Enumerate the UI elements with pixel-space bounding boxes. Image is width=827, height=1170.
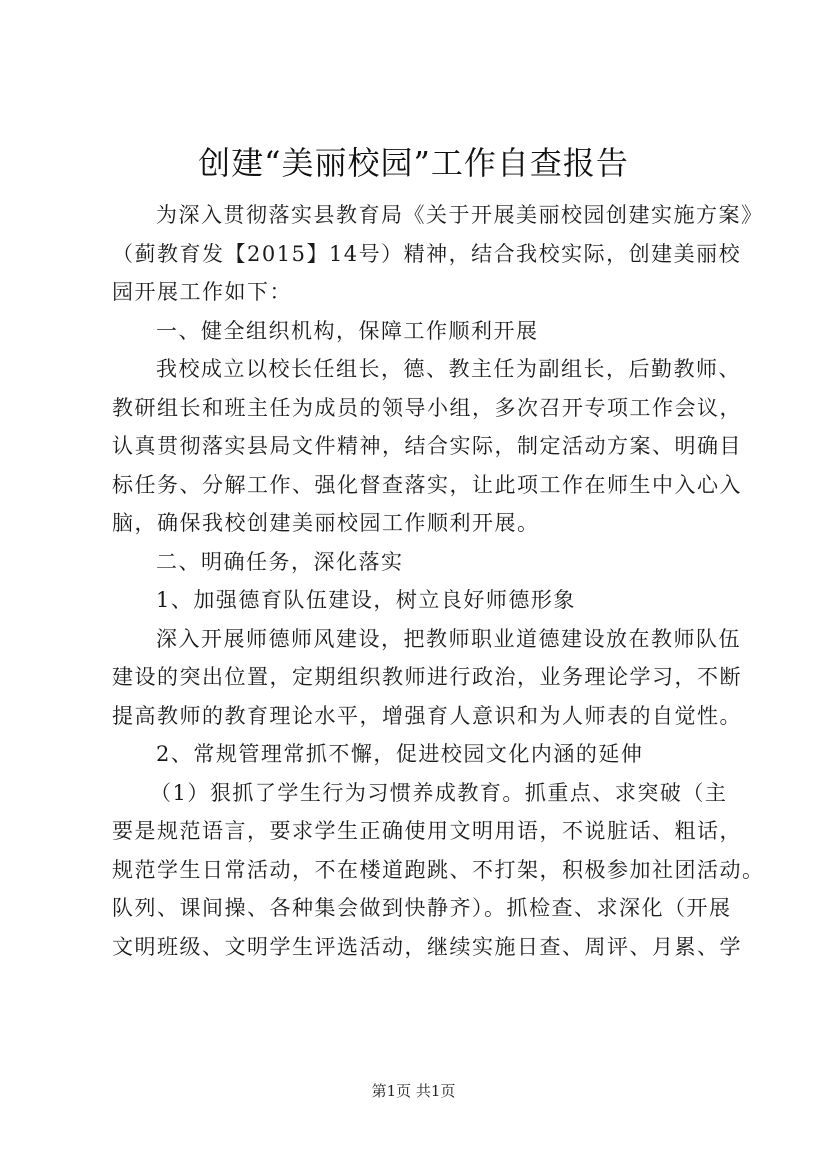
paragraph-line: 提高教师的教育理论水平，增强育人意识和为人师表的自觉性。 <box>112 703 742 728</box>
paragraph-line: 深入开展师德师风建设，把教师职业道德建设放在教师队伍 <box>156 626 741 651</box>
paragraph-line: 认真贯彻落实县局文件精神，结合实际，制定活动方案、明确目 <box>112 434 742 458</box>
paragraph-line: 队列、课间操、各种集会做到快静齐）。抓检查、求深化（开展 <box>112 896 732 920</box>
paragraph-line: 建设的突出位置，定期组织教师进行政治，业务理论学习，不断 <box>112 665 742 689</box>
subsection-heading: 2、常规管理常抓不懈，促进校园文化内涵的延伸 <box>156 742 644 766</box>
paragraph-line: 我校成立以校长任组长，德、教主任为副组长，后勤教师、 <box>156 357 741 381</box>
section-heading: 二、明确任务，深化落实 <box>156 549 404 574</box>
subsection-heading: 1、加强德育队伍建设，树立良好师德形象 <box>156 588 576 612</box>
paragraph-line: 标任务、分解工作、强化督查落实，让此项工作在师生中入心入 <box>112 472 742 497</box>
page-footer: 第1页 共1页 <box>371 1082 456 1100</box>
paragraph-line: 脑，确保我校创建美丽校园工作顺利开展。 <box>112 511 540 535</box>
paragraph-line: （1）狠抓了学生行为习惯养成教育。抓重点、求突破（主 <box>150 780 728 805</box>
section-heading: 一、健全组织机构，保障工作顺利开展 <box>156 318 539 343</box>
document-title: 创建“美丽校园”工作自查报告 <box>198 144 629 182</box>
paragraph-line: 为深入贯彻落实县教育局《关于开展美丽校园创建实施方案》 <box>156 203 764 227</box>
paragraph-line: 园开展工作如下： <box>112 280 292 304</box>
paragraph-line: 要是规范语言，要求学生正确使用文明用语，不说脏话、粗话， <box>112 819 742 843</box>
paragraph-line: （蓟教育发【2015】14号）精神，结合我校实际，创建美丽校 <box>112 241 742 266</box>
paragraph-line: 教研组长和班主任为成员的领导小组，多次召开专项工作会议， <box>112 395 742 420</box>
paragraph-line: 规范学生日常活动，不在楼道跑跳、不打架，积极参加社团活动。 <box>112 857 765 882</box>
paragraph-line: 文明班级、文明学生评选活动，继续实施日查、周评、月累、学 <box>112 934 742 959</box>
document-body <box>112 196 765 966</box>
